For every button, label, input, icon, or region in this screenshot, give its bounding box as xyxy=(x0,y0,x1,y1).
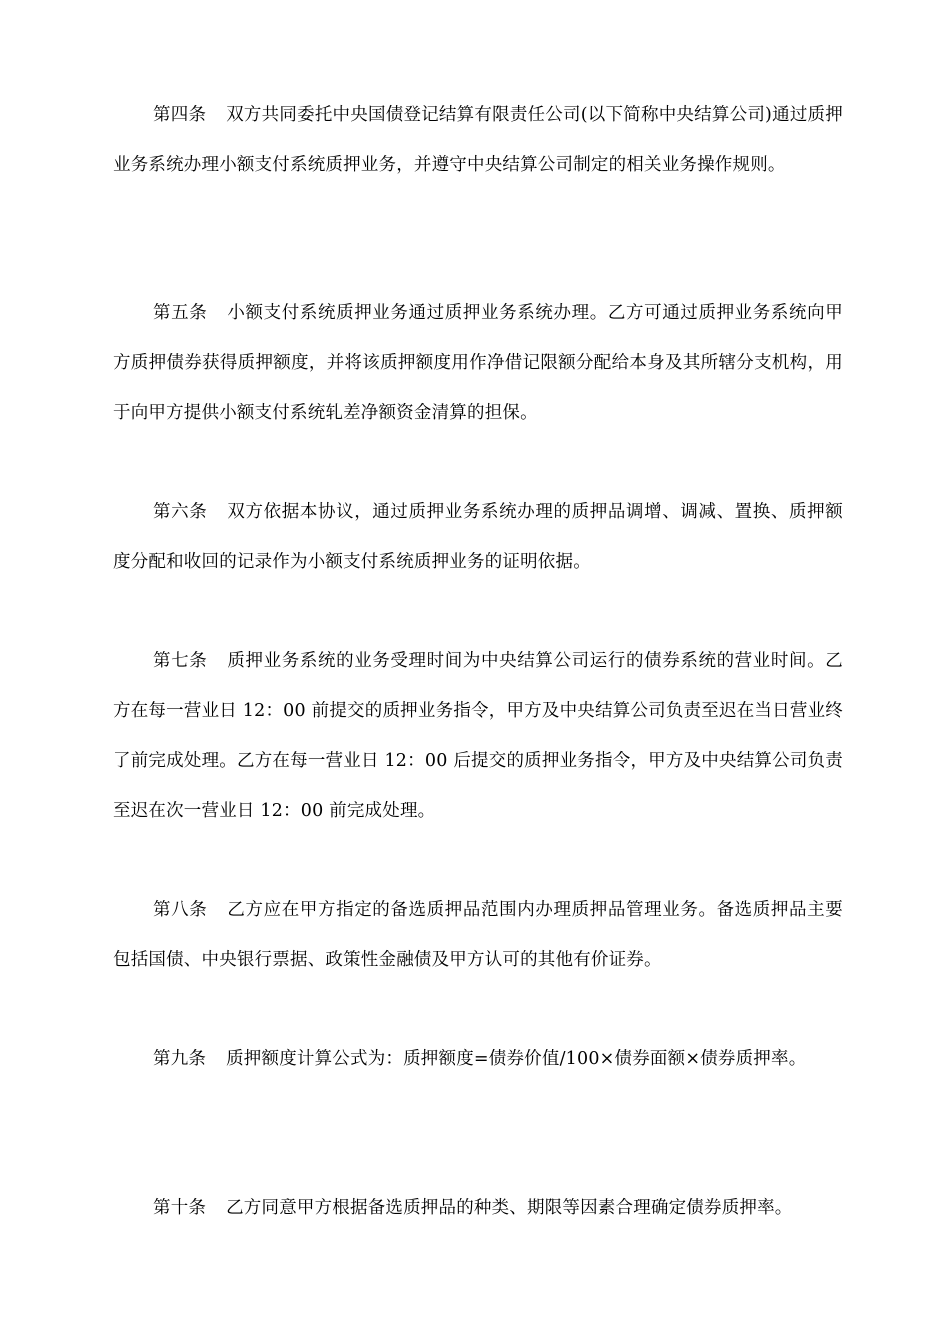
article-7 xyxy=(113,636,843,836)
article-6 xyxy=(113,487,843,587)
article-number: 第四条 xyxy=(153,105,207,125)
article-text: 质押业务系统的业务受理时间为中央结算公司运行的债券系统的营业时间。乙方在每一营业日 12：00 前提交的质押业务指令，甲方及中央结算公司负责至迟在当日营业终了前完成处理。乙方在每一营业日 12：00 后提交的质押业务指令，甲方及中央结算公司负责至迟在次一营业日 12：00 前完成处理。 xyxy=(113,651,843,821)
article-10 xyxy=(113,1183,843,1233)
article-8 xyxy=(113,885,843,985)
article-text: 双方依据本协议，通过质押业务系统办理的质押品调增、调减、置换、质押额度分配和收回的记录作为小额支付系统质押业务的证明依据。 xyxy=(113,502,843,572)
article-text: 乙方同意甲方根据备选质押品的种类、期限等因素合理确定债券质押率。 xyxy=(226,1198,793,1218)
article-9 xyxy=(113,1034,843,1084)
article-text: 小额支付系统质押业务通过质押业务系统办理。乙方可通过质押业务系统向甲方质押债券获得质押额度，并将该质押额度用作净借记限额分配给本身及其所辖分支机构，用于向甲方提供小额支付系统轧差净额资金清算的担保。 xyxy=(113,303,843,423)
article-number: 第六条 xyxy=(153,502,208,522)
article-number: 第八条 xyxy=(153,900,208,920)
article-text: 乙方应在甲方指定的备选质押品范围内办理质押品管理业务。备选质押品主要包括国债、中央银行票据、政策性金融债及甲方认可的其他有价证券。 xyxy=(113,900,843,970)
article-4 xyxy=(113,90,843,190)
article-number: 第九条 xyxy=(153,1049,207,1069)
article-number: 第七条 xyxy=(153,651,208,671)
article-5 xyxy=(113,288,843,438)
article-text: 双方共同委托中央国债登记结算有限责任公司(以下简称中央结算公司)通过质押业务系统办理小额支付系统质押业务，并遵守中央结算公司制定的相关业务操作规则。 xyxy=(113,105,843,175)
article-number: 第五条 xyxy=(153,303,208,323)
article-number: 第十条 xyxy=(153,1198,207,1218)
article-text: 质押额度计算公式为：质押额度=债券价值/100×债券面额×债券质押率。 xyxy=(226,1049,807,1069)
